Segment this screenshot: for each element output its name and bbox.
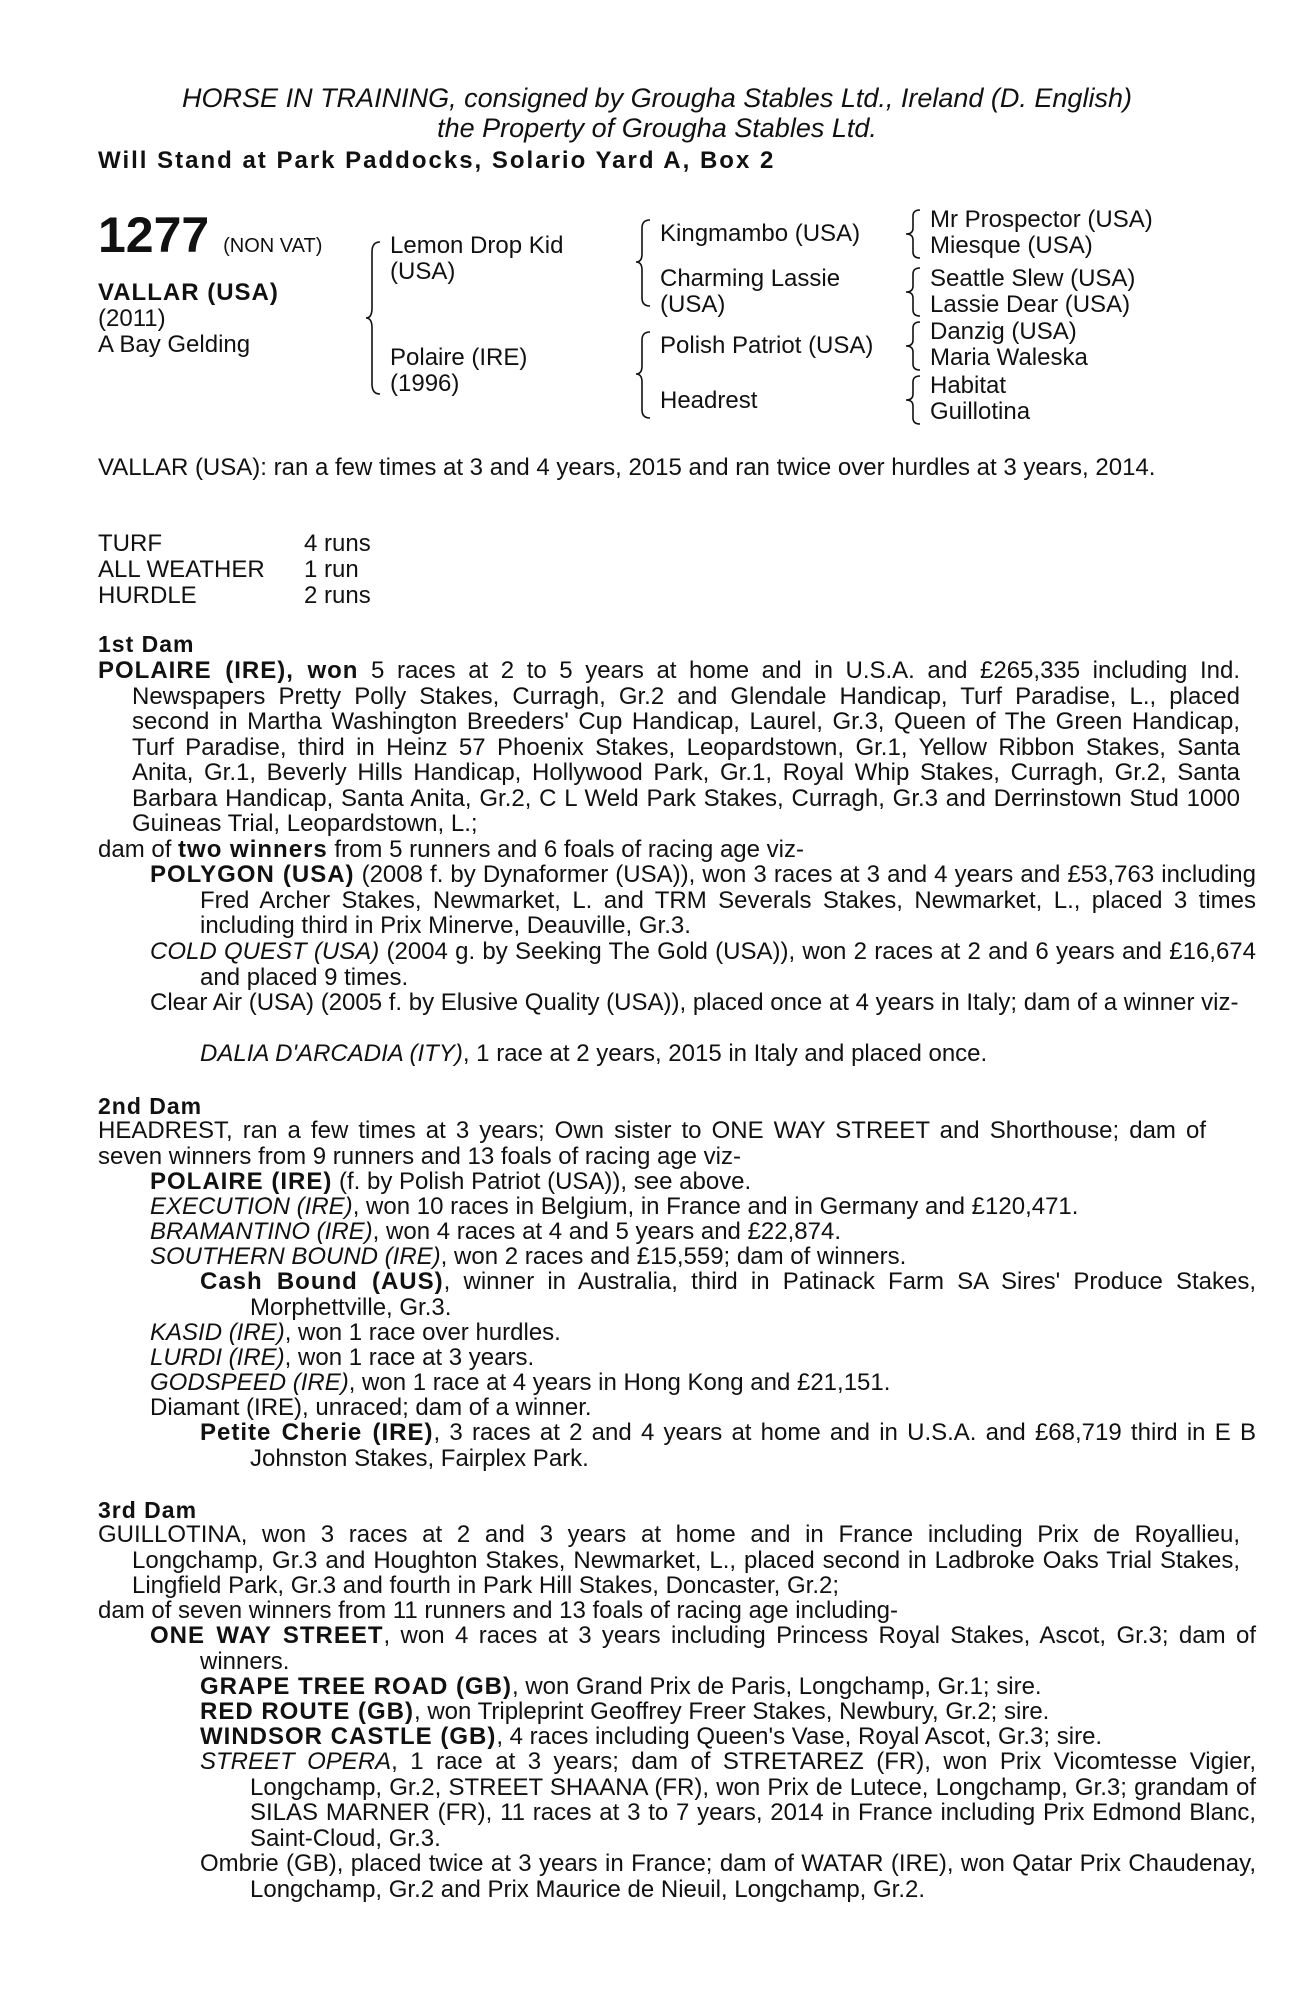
second-dam-progeny-5 [150,1320,1206,1346]
progeny-text: , won Grand Prix de Paris, Longchamp, Gr.1; sire. [512,1673,1042,1700]
progeny-text: , won 4 races at 3 years including Princess Royal Stakes, Ascot, Gr.3; dam of winners. [200,1622,1256,1675]
pedigree-brace-3 [636,330,656,420]
stat-value-hurdle: 2 runs [304,582,371,609]
header-line-1: HORSE IN TRAINING, consigned by Grougha Stables Ltd., Ireland (D. English) [182,83,1132,113]
progeny-name: DALIA D'ARCADIA (ITY) [200,1040,463,1067]
progeny-name: Petite Cherie (IRE) [200,1419,434,1446]
progeny-name: Cash Bound (AUS) [200,1268,444,1295]
progeny-text: , won 1 race at 3 years. [284,1344,535,1371]
sire-dam-sire: Seattle Slew (USA) [930,265,1136,292]
second-dam-heading: 2nd Dam [98,1093,203,1119]
progeny-name: POLAIRE (IRE) [150,1168,333,1195]
sire-dam-name: Charming Lassie [660,265,841,292]
second-dam-progeny-8 [150,1395,1206,1421]
progeny-text: , won Tripleprint Geoffrey Freer Stakes, Newbury, Gr.2; sire. [414,1698,1050,1725]
stat-label-turf: TURF [98,530,162,557]
sire-name: Lemon Drop Kid [390,232,564,259]
first-dam-progeny-3 [150,990,1256,1016]
pedigree-brace-7 [906,374,924,426]
lot-number-value: 1277 [98,207,210,263]
sire-dam-origin: (USA) [660,291,726,318]
second-dam-progeny-7 [150,1370,1206,1396]
progeny-text: , won 4 races at 4 and 5 years and £22,874. [372,1218,841,1245]
dam-dam-dam: Guillotina [930,398,1031,425]
progeny-name: POLYGON (USA) [150,861,355,888]
second-dam-progeny-3 [150,1219,1206,1245]
sire-sire: Kingmambo (USA) [660,220,861,247]
third-dam-grandprogeny-3 [200,1724,1206,1750]
sire-origin: (USA) [390,258,456,285]
third-dam-grandprogeny-1 [200,1674,1206,1700]
progeny-text: , winner in Australia, third in Patinack Farm SA Sires' Produce Stakes, Morphettville, Gr.3. [250,1268,1257,1321]
first-dam-record [98,658,1240,837]
first-dam-produce-post: from 5 runners and 6 foals of racing age viz- [334,836,804,863]
progeny-name: EXECUTION (IRE) [150,1193,353,1220]
dam-dam-sire: Habitat [930,372,1007,399]
second-dam-progeny-6 [150,1345,1206,1371]
third-dam-heading: 3rd Dam [98,1497,198,1523]
third-dam-grandprogeny-4 [200,1749,1256,1851]
first-dam-produce-bold: two winners [178,836,328,863]
first-dam-progeny-1 [150,862,1256,939]
progeny-text: , 3 races at 2 and 4 years at home and in U.S.A. and £68,719 third in E B Johnston Stakes, Fairplex Park. [250,1419,1256,1472]
progeny-text: , placed twice at 3 years in France; dam of WATAR (IRE), won Qatar Prix Chaudenay, Longchamp, Gr.2 and Prix Maurice de Nieuil, Longchamp, Gr.2. [250,1850,1256,1903]
pedigree-brace-4 [906,208,924,260]
second-dam-grandprogeny-2 [200,1420,1256,1471]
progeny-text: , 4 races including Queen's Vase, Royal Ascot, Gr.3; sire. [496,1723,1103,1750]
second-dam-progeny-2 [150,1194,1206,1220]
progeny-name: COLD QUEST (USA) [150,938,380,965]
progeny-text: , won 10 races in Belgium, in France and in Germany and £120,471. [352,1193,1079,1220]
progeny-text: , unraced; dam of a winner. [302,1394,592,1421]
progeny-name: BRAMANTINO (IRE) [150,1218,373,1245]
dam-dam: Headrest [660,387,758,414]
race-summary: VALLAR (USA): ran a few times at 3 and 4 years, 2015 and ran twice over hurdles at 3 years, 2014. [98,454,1156,481]
dam-sire: Polish Patriot (USA) [660,332,874,359]
progeny-name: STREET OPERA [200,1748,392,1775]
dam-sire-sire: Danzig (USA) [930,318,1077,345]
progeny-text: (2004 g. by Seeking The Gold (USA)), won 2 races at 2 and 6 years and £16,674 and placed 9 times. [200,938,1257,991]
horse-name: VALLAR (USA) [98,279,279,306]
progeny-text: , won 1 race at 4 years in Hong Kong and £21,151. [348,1369,891,1396]
stat-label-hurdle: HURDLE [98,582,197,609]
progeny-name: ONE WAY STREET [150,1622,384,1649]
progeny-text: , 1 race at 2 years, 2015 in Italy and placed once. [462,1040,988,1067]
dam-name: Polaire (IRE) [390,344,528,371]
progeny-text: (2008 f. by Dynaformer (USA)), won 3 races at 3 and 4 years and £53,763 including Fred Archer Stakes, Newmarket, L. and TRM Severals Stakes, Newmarket, L., placed 3 times including third in Prix Minerve, Deauville, Gr.3. [200,861,1256,939]
progeny-name: WINDSOR CASTLE (GB) [200,1723,497,1750]
progeny-name: GRAPE TREE ROAD (GB) [200,1673,513,1700]
first-dam-heading: 1st Dam [98,631,195,657]
sire-sire-dam: Miesque (USA) [930,232,1093,259]
horse-description: A Bay Gelding [98,331,251,358]
pedigree-brace-2 [636,218,656,308]
progeny-name: KASID (IRE) [150,1319,285,1346]
lot-number [98,207,323,271]
pedigree-brace-6 [906,320,924,372]
progeny-text: (2005 f. by Elusive Quality (USA)), placed once at 4 years in Italy; dam of a winner viz- [320,989,1239,1016]
header-line-2: the Property of Grougha Stables Ltd. [437,113,877,143]
third-dam-grandprogeny-2 [200,1699,1206,1725]
progeny-name: Diamant (IRE) [150,1394,303,1421]
horse-year: (2011) [98,305,166,332]
vat-status: (NON VAT) [223,235,323,257]
first-dam-produce-pre: dam of [98,836,172,863]
progeny-text: , 1 race at 3 years; dam of STRETAREZ (FR), won Prix Vicomtesse Vigier, Longchamp, Gr.2, STREET SHAANA (FR), won Prix de Lutece, Longchamp, Gr.3; grandam of SILAS MARNER (FR), 11 races at 3 to 7 years, 2014 in France including Prix Edmond Blanc, Saint-Cloud, Gr.3. [250,1748,1256,1852]
progeny-name: SOUTHERN BOUND (IRE) [150,1243,441,1270]
stat-value-turf: 4 runs [304,530,371,557]
second-dam-progeny-4 [150,1244,1206,1270]
stat-value-all-weather: 1 run [304,556,359,583]
progeny-text: , won 1 race over hurdles. [284,1319,561,1346]
third-dam-grandprogeny-5 [200,1851,1256,1902]
progeny-text: (f. by Polish Patriot (USA)), see above. [339,1168,752,1195]
second-dam-grandprogeny-1 [200,1269,1256,1320]
progeny-name: Ombrie (GB) [200,1850,337,1877]
third-dam-record: GUILLOTINA, won 3 races at 2 and 3 years at home and in France including Prix de Royallieu, Longchamp, Gr.3 and Houghton Stakes, Newmarket, L., placed second in Ladbroke Oaks Trial Stakes, Lingfield Park, Gr.3 and fourth in Park Hill Stakes, Doncaster, Gr.2; [98,1521,1240,1599]
dam-year: (1996) [390,370,460,397]
progeny-name: Clear Air (USA) [150,989,315,1016]
progeny-text: , won 2 races and £15,559; dam of winners. [440,1243,907,1270]
sire-sire-sire: Mr Prospector (USA) [930,206,1153,233]
second-dam-record: HEADREST, ran a few times at 3 years; Own sister to ONE WAY STREET and Shorthouse; dam of seven winners from 9 runners and 13 foals of racing age viz- [98,1117,1206,1170]
first-dam-name: POLAIRE (IRE), won [98,657,359,684]
progeny-name: LURDI (IRE) [150,1344,285,1371]
first-dam-text: 5 races at 2 to 5 years at home and in U.S.A. and £265,335 including Ind. Newspapers Pretty Polly Stakes, Curragh, Gr.2 and Glendale Handicap, Turf Paradise, L., placed second in Martha Washington Breeders' Cup Handicap, Laurel, Gr.3, Queen of The Green Handicap, Turf Paradise, third in Heinz 57 Phoenix Stakes, Leopardstown, Gr.1, Yellow Ribbon Stakes, Santa Anita, Gr.1, Beverly Hills Handicap, Hollywood Park, Gr.1, Royal Whip Stakes, Curragh, Gr.2, Santa Barbara Handicap, Santa Anita, Gr.2, C L Weld Park Stakes, Curragh, Gr.3 and Derrinstown Stud 1000 Guineas Trial, Leopardstown, L.; [132,657,1241,837]
stat-label-all-weather: ALL WEATHER [98,556,265,583]
third-dam-progeny-1 [150,1623,1256,1674]
header-line-3: Will Stand at Park Paddocks, Solario Yard A, Box 2 [98,147,776,174]
first-dam-progeny-2 [150,939,1256,990]
sire-dam-dam: Lassie Dear (USA) [930,291,1131,318]
progeny-name: GODSPEED (IRE) [150,1369,349,1396]
first-dam-produce-line [98,837,1206,863]
pedigree-brace-5 [906,266,924,318]
first-dam-grandprogeny-1 [200,1041,1206,1067]
second-dam-progeny-1 [150,1169,1206,1195]
progeny-name: RED ROUTE (GB) [200,1698,414,1725]
pedigree-brace-1 [366,238,386,398]
third-dam-produce-line: dam of seven winners from 11 runners and 13 foals of racing age including- [98,1597,899,1624]
dam-sire-dam: Maria Waleska [930,344,1088,371]
